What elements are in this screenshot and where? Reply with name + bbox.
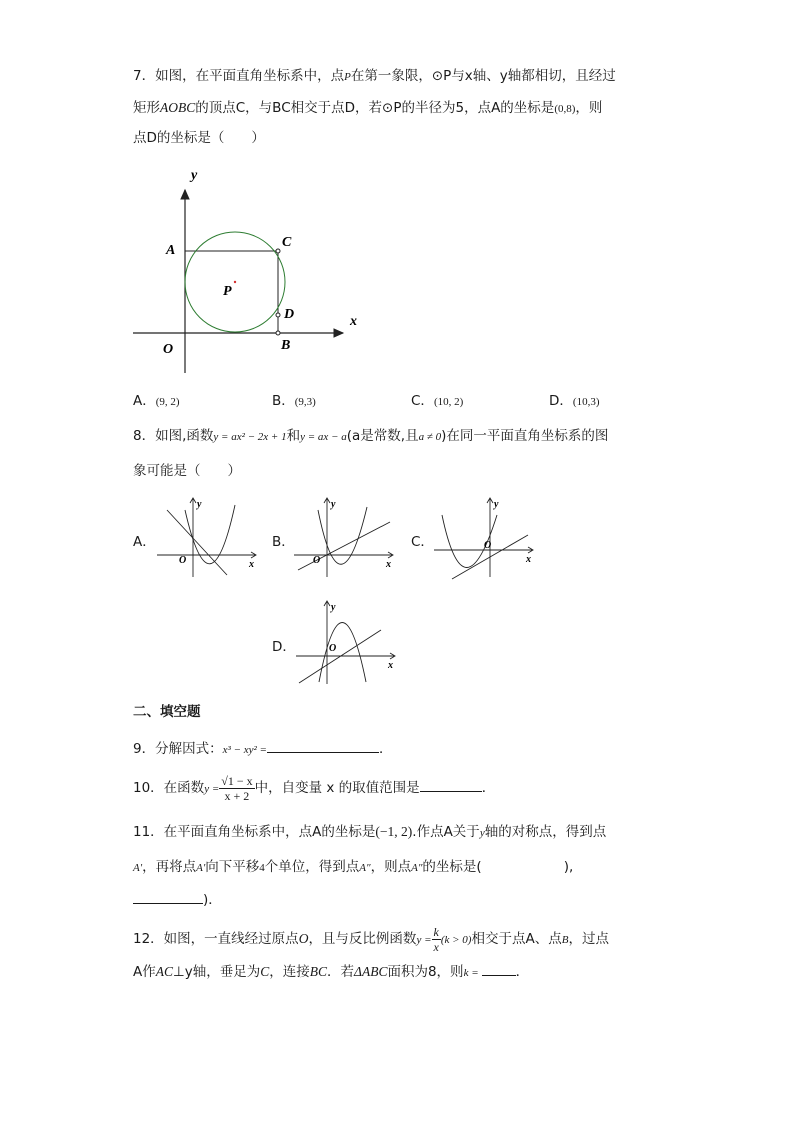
point-b [276, 331, 280, 335]
svg-text:x: x [249, 559, 254, 570]
function-1: y = ax² − 2x + 1 [213, 431, 287, 443]
svg-text:x: x [526, 554, 531, 565]
point-c [276, 249, 280, 253]
point-p: P [344, 71, 351, 83]
q7-option-b[interactable]: B．(9,3) [272, 393, 316, 409]
q10: 10．在函数y = $\frac{√1 - x}{x + 2}$ 中，自变量 x 的取值范围是 ． [133, 773, 496, 803]
q10-fraction: $\frac{√1 - x}{x + 2}$ [221, 773, 253, 803]
q7-option-c[interactable]: C．(10, 2) [411, 393, 464, 409]
q12-fraction: $\frac{k}{x}$ [433, 924, 439, 954]
q8-option-a-label[interactable]: A． [133, 534, 156, 550]
label-p: P [223, 284, 232, 299]
q8-graph-a[interactable] [155, 495, 265, 580]
q7-option-a[interactable]: A．(9, 2) [133, 393, 180, 409]
svg-text:O: O [313, 555, 321, 566]
q7-line2: 矩形AOBC的顶点C，与BC相交于点D，若⊙P的半径为5，点A的坐标是(0,8)，则 [133, 100, 603, 116]
label-b: B [281, 338, 291, 353]
svg-text:O: O [329, 643, 337, 654]
svg-text:y: y [197, 499, 202, 510]
svg-text:O: O [179, 555, 187, 566]
point-d [276, 313, 280, 317]
a-coordinate: (0,8) [554, 103, 576, 115]
q11-answer-blank-2[interactable] [133, 889, 203, 904]
label-a: A [166, 243, 176, 258]
label-x: x [350, 314, 357, 329]
svg-text:y: y [331, 602, 336, 613]
q8-graph-d[interactable] [294, 598, 404, 688]
q9-expression: x³ − xy² = [222, 744, 267, 756]
q7-option-d[interactable]: D．(10,3) [549, 393, 600, 409]
center-p-dot [234, 281, 236, 283]
q7-figure [128, 165, 368, 380]
q12-line1: 12．如图，一直线经过原点O，且与反比例函数y = $\frac{k}{x}$ (k > 0)相交于点A、点B，过点 [133, 924, 609, 954]
q7-line1: 7．如图，在平面直角坐标系中，点P在第一象限，⊙P与x轴、y轴都相切，且经过 [133, 68, 616, 84]
q8-line1: 8．如图,函数y = ax² − 2x + 1和y = ax − a(a是常数,且a ≠ 0)在同一平面直角坐标系的图 [133, 428, 609, 444]
svg-text:x: x [388, 660, 393, 671]
svg-text:y: y [331, 499, 336, 510]
label-y: y [191, 168, 198, 183]
q8-graph-b[interactable] [292, 495, 402, 580]
svg-text:y: y [494, 499, 499, 510]
q8-graph-c[interactable] [432, 495, 542, 580]
q9-answer-blank[interactable] [267, 738, 379, 753]
section-fill-in-title: 二、填空题 [133, 704, 201, 720]
q11-line1: 11．在平面直角坐标系中，点A的坐标是(−1, 2).作点A关于y轴的对称点，得到点 [133, 824, 607, 840]
q8-option-b-label[interactable]: B． [272, 534, 295, 550]
q8-line2: 象可能是（ ） [133, 463, 241, 479]
q9: 9．分解因式：x³ − xy² = ． [133, 738, 392, 760]
q11-line2: A′，再将点A′向下平移4个单位，得到点A″，则点A″的坐标是( ), [133, 859, 574, 875]
svg-text:x: x [386, 559, 391, 570]
q10-answer-blank[interactable] [420, 777, 482, 792]
q8-option-c-label[interactable]: C． [411, 534, 434, 550]
q7-line3: 点D的坐标是（ ） [133, 130, 265, 146]
function-2: y = ax − a [300, 431, 347, 443]
q11-line3: )． [133, 889, 222, 910]
svg-text:O: O [484, 540, 492, 551]
q8-option-d-label[interactable]: D． [272, 639, 296, 655]
rect-aobc: AOBC [160, 100, 196, 115]
label-c: C [282, 235, 292, 250]
label-o: O [163, 342, 174, 357]
label-d: D [284, 307, 295, 322]
q12-line2: A作AC⊥y轴，垂足为C，连接BC．若ΔABC面积为8，则k = ． [133, 961, 529, 983]
q12-answer-blank[interactable] [482, 961, 516, 976]
